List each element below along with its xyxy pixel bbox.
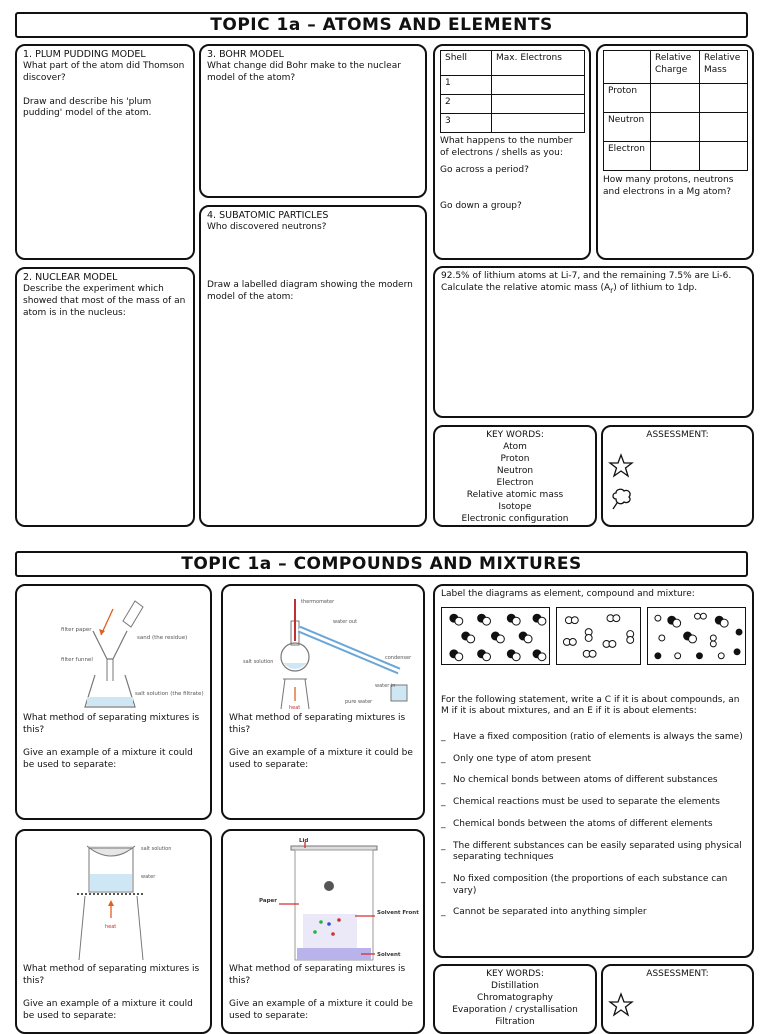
shell-row-3: 3: [441, 114, 492, 133]
statement-row[interactable]: _ Cannot be separated into anything simpler: [441, 907, 647, 918]
shell-cell-3[interactable]: [492, 114, 585, 133]
bohr-model-box: [199, 44, 427, 198]
distillation-question-method: What method of separating mixtures is this?: [229, 713, 406, 735]
lithium-box: [433, 266, 754, 418]
evaporation-diagram: [23, 836, 208, 964]
filtration-question-method: What method of separating mixtures is this?: [23, 713, 200, 735]
statement-text: No fixed composition (the proportions of each substance can vary): [453, 873, 728, 896]
statement-prompt: For the following statement, write a C if it is about compounds, an M if it is about mixtures, and an E if it is about elements:: [441, 694, 740, 717]
particle-diagram-mixture[interactable]: [647, 607, 746, 665]
statement-row[interactable]: _ No fixed composition (the proportions of each substance can vary): [441, 874, 746, 897]
label-pure-water: pure water: [345, 699, 373, 705]
label-filtrate: salt solution (the filtrate): [135, 691, 204, 697]
particles-question-1: How many protons, neutrons and electrons in a Mg atom?: [603, 175, 734, 197]
proton-mass-cell[interactable]: [700, 84, 748, 113]
plum-pudding-box: [15, 44, 195, 260]
evaporation-question-method: What method of separating mixtures is this?: [23, 964, 200, 986]
thought-cloud-icon: [608, 485, 634, 513]
shells-question-3: Go down a group?: [440, 201, 522, 212]
shells-box: [433, 44, 591, 260]
keyword-electron: Electron: [496, 478, 534, 488]
shells-question-1: What happens to the number of electrons / shells as you:: [440, 136, 573, 158]
particles-box: [596, 44, 754, 260]
label-solvent-front: Solvent Front: [377, 910, 419, 916]
label-solvent: Solvent: [377, 952, 401, 958]
statement-text: Only one type of atom present: [453, 753, 591, 764]
nuclear-model-box: [15, 267, 195, 527]
statement-text: Cannot be separated into anything simpler: [453, 907, 647, 918]
label-filter-paper: filter paper: [61, 627, 92, 633]
label-salt-solution: salt solution: [243, 659, 274, 665]
subatomic-box: [199, 205, 427, 527]
shells-question-2: Go across a period?: [440, 165, 529, 176]
keywords-heading-1: KEY WORDS:: [486, 430, 544, 440]
lithium-question: 92.5% of lithium atoms at Li-7, and the remaining 7.5% are Li-6. Calculate the relative atomic mass $(A_r)$ of lithium to 1dp.: [441, 271, 732, 295]
distillation-question-example: Give an example of a mixture it could be used to separate:: [229, 748, 413, 771]
bohr-heading: 3. BOHR MODEL: [207, 49, 284, 60]
nuclear-question-1: Describe the experiment which showed that most of the mass of an atom is in the nucleus:: [23, 284, 186, 318]
label-prompt: Label the diagrams as element, compound and mixture:: [441, 589, 695, 599]
label-sand: sand (the residue): [137, 635, 188, 641]
particles-header-charge: Relative Charge: [651, 51, 700, 84]
chromatography-question-method: What method of separating mixtures is this?: [229, 964, 406, 986]
keyword-distillation: Distillation: [491, 981, 539, 991]
assessment-heading-1: ASSESSMENT:: [646, 430, 709, 440]
keyword-proton: Proton: [500, 454, 530, 464]
label-condenser: condenser: [385, 655, 412, 661]
evaporation-question-example: Give an example of a mixture it could be used to separate:: [23, 999, 193, 1022]
filtration-box: [15, 584, 212, 820]
plum-question-1: What part of the atom did Thomson discover?: [23, 61, 185, 84]
subatomic-heading: 4. SUBATOMIC PARTICLES: [207, 210, 329, 221]
label-water-out: water out: [333, 619, 358, 625]
filtration-question-example: Give an example of a mixture it could be used to separate:: [23, 748, 193, 771]
statement-text: The different substances can be easily separated using physical separating techniques: [453, 840, 742, 863]
particle-row-proton: Proton: [604, 84, 651, 113]
label-filter-funnel: filter funnel: [61, 657, 93, 663]
filtration-diagram: [23, 591, 208, 713]
label-evap-salt-solution: salt solution: [141, 846, 172, 852]
keyword-neutron: Neutron: [496, 466, 534, 476]
chromatography-box: [221, 829, 425, 1034]
keywords-heading-2: KEY WORDS:: [486, 969, 544, 979]
statement-row[interactable]: _ Have a fixed composition (ratio of elements is always the same): [441, 732, 743, 743]
particle-row-neutron: Neutron: [604, 113, 651, 142]
label-paper: Paper: [259, 898, 277, 904]
particles-header-blank: [604, 51, 651, 84]
particles-header-mass: Relative Mass: [700, 51, 748, 84]
shells-header-shell: Shell: [441, 51, 492, 76]
statement-row[interactable]: _ The different substances can be easily separated using physical separating techniques: [441, 841, 746, 864]
statement-row[interactable]: _ Chemical reactions must be used to separate the elements: [441, 797, 720, 808]
label-water-in: water in: [375, 683, 396, 689]
chromatography-question-example: Give an example of a mixture it could be used to separate:: [229, 999, 413, 1022]
classification-box: [433, 584, 754, 958]
keyword-relative-atomic-mass: Relative atomic mass: [466, 490, 564, 500]
statement-text: Chemical bonds between the atoms of different elements: [453, 818, 713, 829]
particles-table: [603, 50, 748, 171]
particle-row-electron: Electron: [604, 142, 651, 171]
keyword-filtration: Filtration: [495, 1017, 535, 1027]
particle-diagram-compound[interactable]: [441, 607, 550, 665]
chromatography-diagram: [229, 836, 421, 964]
subatomic-question-2: Draw a labelled diagram showing the modern model of the atom:: [207, 280, 413, 302]
neutron-charge-cell[interactable]: [651, 113, 700, 142]
bohr-question-1: What change did Bohr make to the nuclear model of the atom?: [207, 61, 401, 84]
label-thermometer: thermometer: [301, 599, 335, 605]
topic2-title: TOPIC 1a – COMPOUNDS AND MIXTURES: [15, 551, 748, 577]
particle-diagram-element[interactable]: [556, 607, 641, 665]
keyword-electronic-configuration: Electronic configuration: [461, 514, 569, 524]
assessment-box-1: [601, 425, 754, 527]
shell-cell-2[interactable]: [492, 95, 585, 114]
label-evap-heat: heat: [105, 924, 117, 930]
subatomic-question-1: Who discovered neutrons?: [207, 222, 327, 233]
distillation-diagram: [229, 591, 421, 713]
statement-row[interactable]: _ No chemical bonds between atoms of different substances: [441, 775, 718, 786]
statement-row[interactable]: _ Only one type of atom present: [441, 753, 591, 764]
star-icon: [608, 453, 634, 479]
statement-text: Chemical reactions must be used to separate the elements: [453, 797, 720, 808]
neutron-mass-cell[interactable]: [700, 113, 748, 142]
topic1-title: TOPIC 1a – ATOMS AND ELEMENTS: [15, 12, 748, 38]
label-heat: heat: [289, 705, 301, 711]
keywords-box-1: [433, 425, 597, 527]
shell-row-1: 1: [441, 76, 492, 95]
distillation-box: [221, 584, 425, 820]
statement-text: Have a fixed composition (ratio of elements is always the same): [453, 732, 743, 743]
assessment-heading-2: ASSESSMENT:: [646, 969, 709, 979]
keyword-chromatography: Chromatography: [477, 993, 553, 1003]
plum-heading: 1. PLUM PUDDING MODEL: [23, 49, 146, 60]
nuclear-heading: 2. NUCLEAR MODEL: [23, 272, 118, 283]
electron-mass-cell[interactable]: [700, 142, 748, 171]
shell-cell-1[interactable]: [492, 76, 585, 95]
keyword-evaporation: Evaporation / crystallisation: [452, 1005, 578, 1015]
statement-row[interactable]: _ Chemical bonds between the atoms of different elements: [441, 818, 713, 829]
shells-header-max: Max. Electrons: [492, 51, 585, 76]
shells-table: [440, 50, 585, 133]
keyword-isotope: Isotope: [498, 502, 532, 512]
star-icon: [608, 992, 634, 1018]
statement-text: No chemical bonds between atoms of different substances: [453, 775, 718, 786]
electron-charge-cell[interactable]: [651, 142, 700, 171]
evaporation-box: [15, 829, 212, 1034]
keyword-atom: Atom: [503, 442, 527, 452]
label-evap-water: water: [141, 874, 156, 880]
proton-charge-cell[interactable]: [651, 84, 700, 113]
plum-question-2: Draw and describe his 'plum pudding' model of the atom.: [23, 96, 152, 119]
label-lid: Lid: [299, 838, 309, 844]
shell-row-2: 2: [441, 95, 492, 114]
